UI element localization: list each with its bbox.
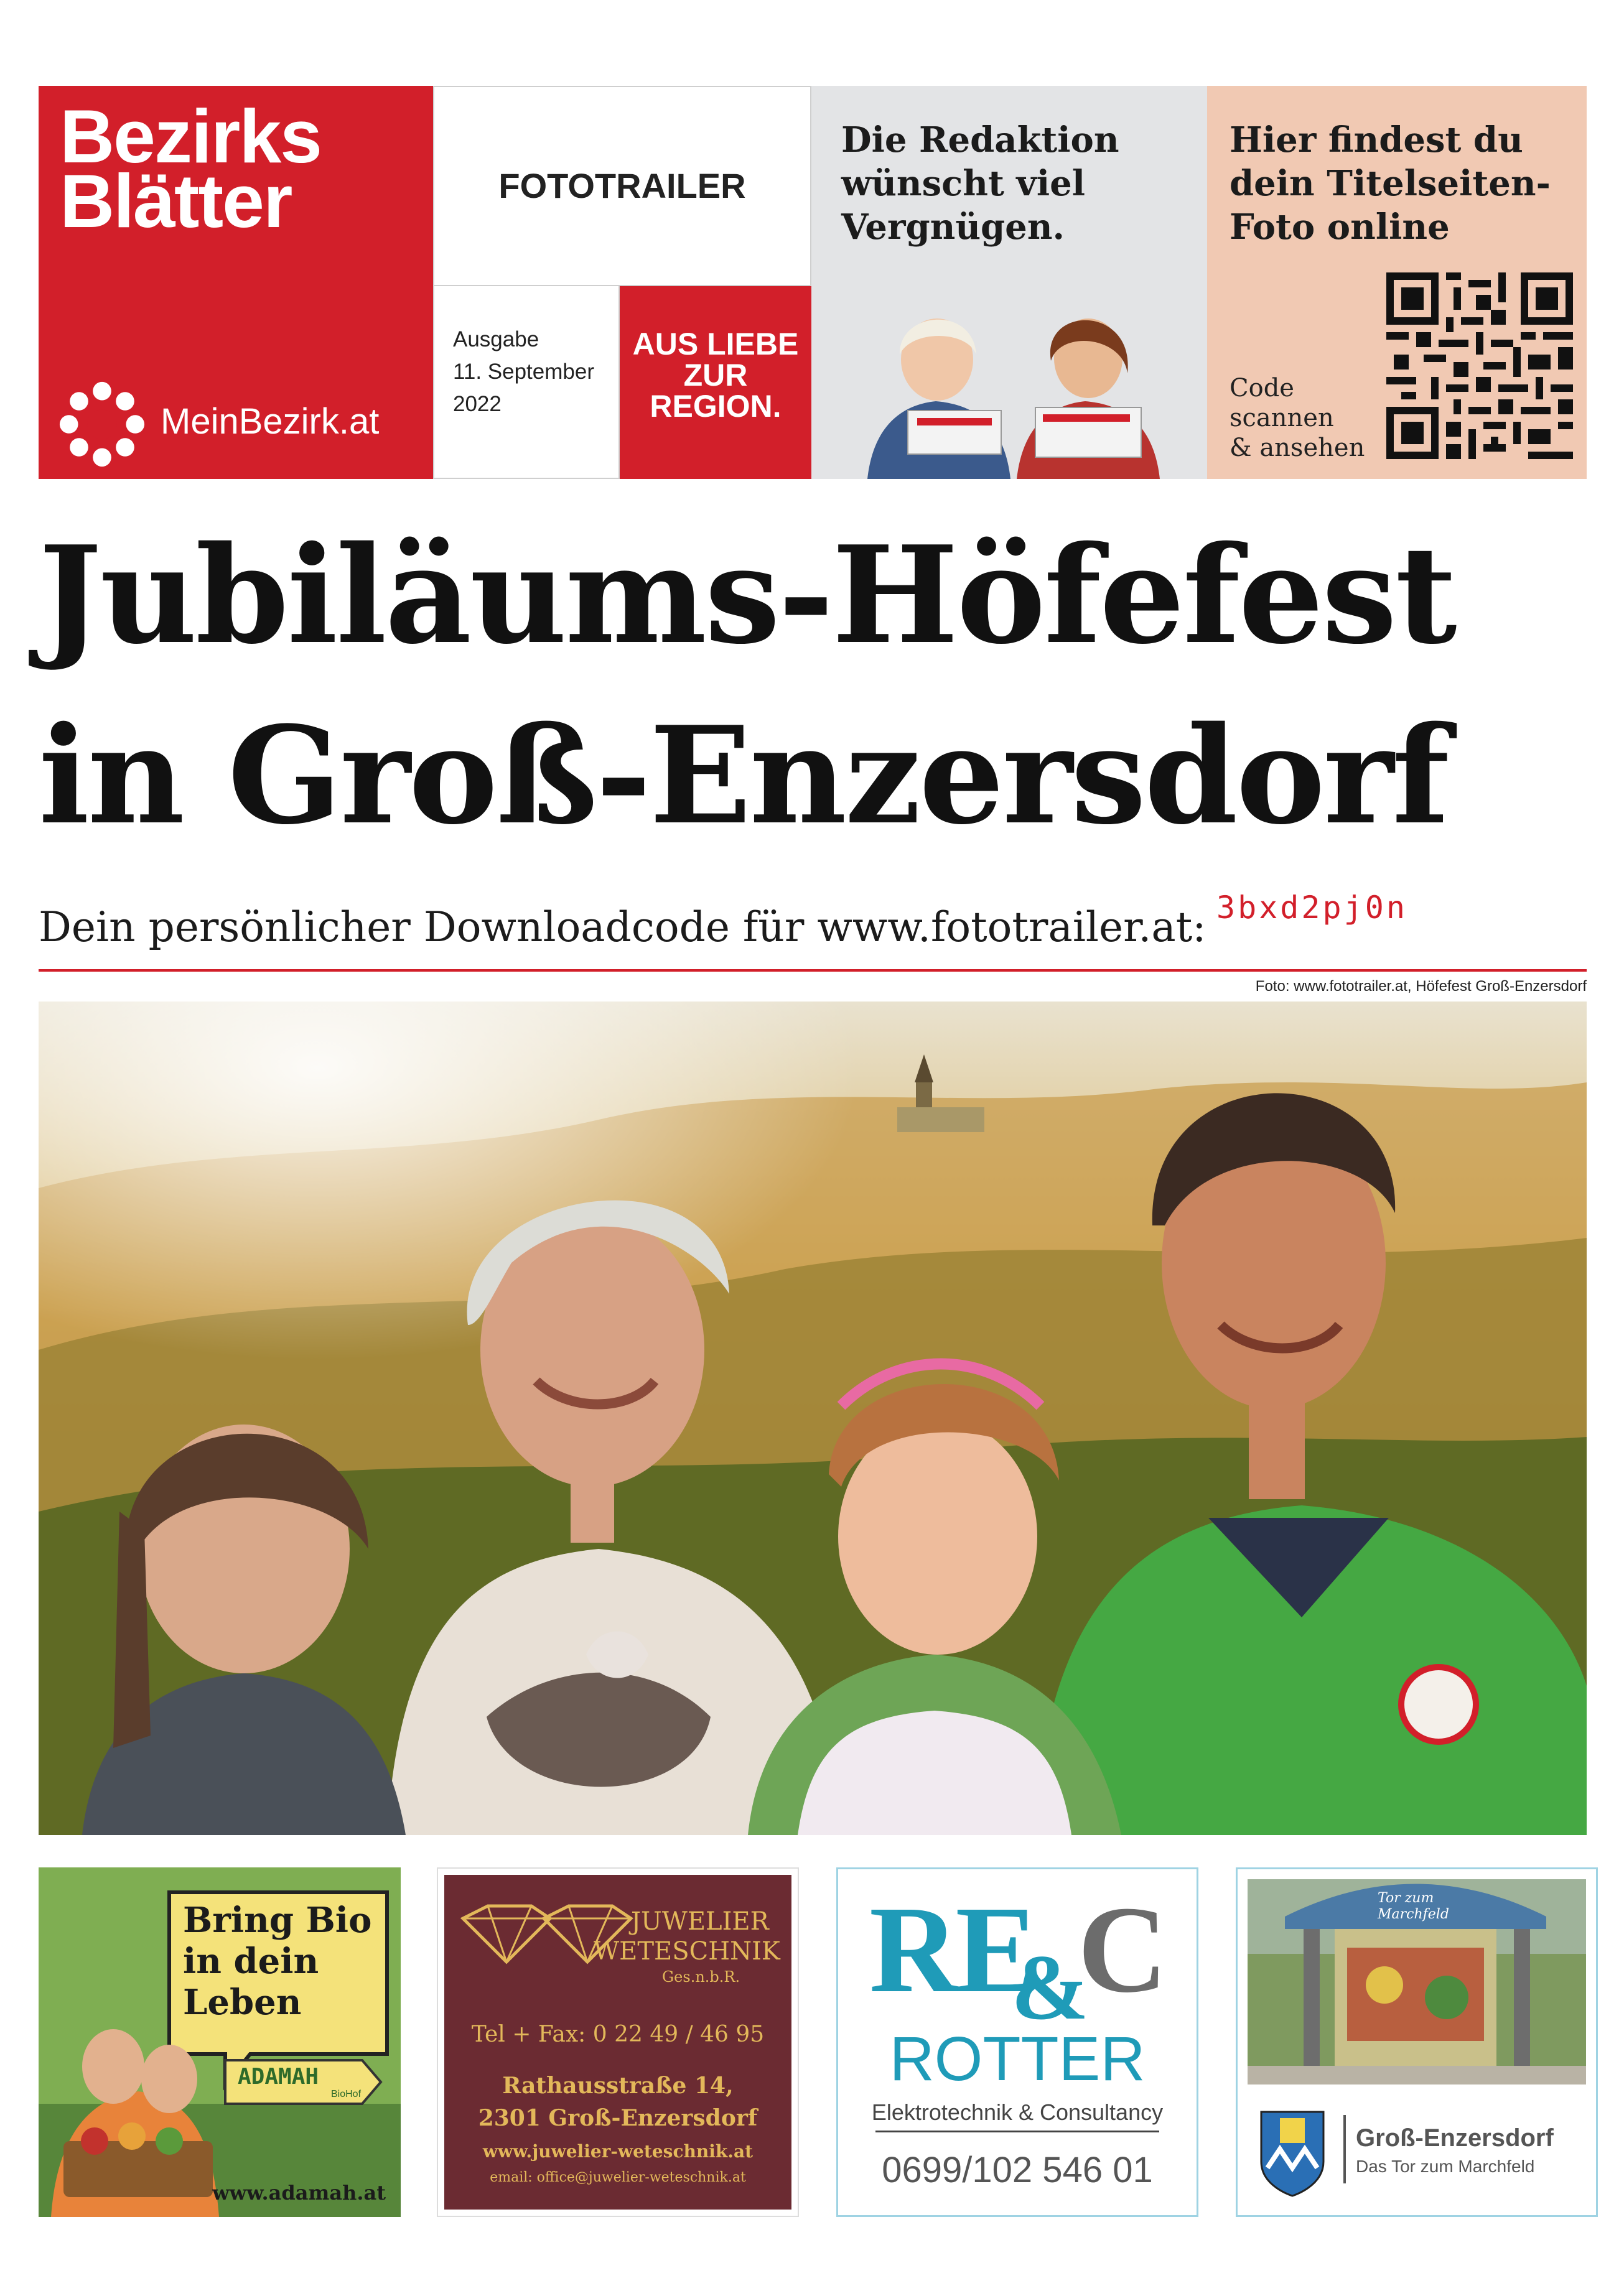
ad-adamah-brand: ADAMAH [238,2064,319,2089]
ad-juwelier-legal: Ges.n.b.R. [662,1968,740,1986]
scan-line2: scannen [1230,404,1334,432]
main-photo [39,1002,1587,1835]
red-divider [39,969,1587,972]
headline-line2: in Groß-Enzersdorf [39,697,1448,854]
online-line2: dein Titelseiten- [1230,163,1551,204]
download-code[interactable]: 3bxd2pj0n [1216,890,1407,926]
ad-adamah-url[interactable]: www.adamah.at [212,2181,386,2205]
online-line3: Foto online [1230,207,1450,248]
scan-line1: Code [1230,374,1294,402]
slogan-line1: AUS LIEBE [632,327,799,361]
ad-enzersdorf-sign2: Marchfeld [1378,1907,1449,1922]
redaktion-line2: wünscht viel [841,163,1086,204]
ad-juwelier-phone[interactable]: Tel + Fax: 0 22 49 / 46 95 [471,2022,765,2047]
ad-rotter-name: ROTTER [889,2024,1146,2094]
redaktion-line1: Die Redaktion [841,119,1119,160]
issue-box [433,286,620,479]
ad-rotter-divider [875,2131,1159,2132]
ad-juwelier-panel [444,1875,791,2210]
coat-of-arms-icon [1255,2106,1330,2199]
ad-juwelier-city: 2301 Groß-Enzersdorf [478,2105,758,2131]
brand-name-line1: Bezirks [60,94,322,179]
online-line1: Hier findest du [1230,119,1523,160]
ad-rotter[interactable] [836,1867,1198,2217]
ad-adamah-headline2: in dein [183,1941,319,1982]
slogan-line2: ZUR [683,358,748,393]
ad-rotter-logo-re: RE [869,1881,1035,2019]
ad-adamah-headline1: Bring Bio [183,1900,372,1941]
ad-adamah-sub: BioHof [331,2089,362,2099]
ad-juwelier-email[interactable]: email: office@juwelier-weteschnik.at [490,2170,746,2185]
issue-year: 2022 [453,392,502,416]
ad-juwelier-name1: JUWELIER [631,1907,769,1936]
ad-rotter-logo-amp: & [1011,1936,1089,2039]
ad-enzersdorf-tagline: Das Tor zum Marchfeld [1356,2157,1535,2176]
ad-enzersdorf-town: Groß-Enzersdorf [1356,2124,1554,2152]
download-label: Dein persönlicher Downloadcode für www.fototrailer.at: [39,903,1206,951]
ad-juwelier-street: Rathausstraße 14, [502,2073,734,2099]
brand-name-line2: Blätter [60,159,292,243]
slogan-box [620,286,811,479]
slogan-line3: REGION. [650,389,782,424]
ad-juwelier[interactable] [437,1867,799,2217]
section-label: FOTOTRAILER [498,166,746,205]
brand-block [39,86,433,479]
ad-adamah[interactable] [39,1867,401,2217]
ad-juwelier-name2: WETESCHNIK [594,1937,780,1966]
editors-photo [849,286,1172,479]
ad-enzersdorf-sign1: Tor zum [1378,1890,1434,1906]
scan-line3: & ansehen [1230,434,1365,462]
ad-rotter-logo-c: C [1078,1881,1168,2019]
issue-label: Ausgabe [453,327,539,351]
online-photo-box [1207,86,1587,479]
issue-date: 11. September [453,360,594,384]
ad-adamah-headline3: Leben [183,1982,302,2023]
photo-credit: Foto: www.fototrailer.at, Höfefest Groß-Enzersdorf [1255,978,1587,995]
ad-enzersdorf[interactable] [1236,1867,1598,2217]
ad-rotter-phone[interactable]: 0699/102 546 01 [882,2150,1153,2190]
site-name[interactable]: MeinBezirk.at [161,401,380,442]
headline-line1: Jubiläums-Höfefest [39,516,1455,674]
meinbezirk-logo-icon [56,378,148,470]
redaktion-line3: Vergnügen. [841,207,1065,248]
redaktion-box [811,86,1207,479]
ad-rotter-tagline: Elektrotechnik & Consultancy [871,2099,1164,2125]
section-label-box [433,86,811,286]
qr-code[interactable] [1386,272,1573,459]
ad-juwelier-web[interactable]: www.juwelier-weteschnik.at [482,2141,754,2162]
ad-enzersdorf-divider [1343,2115,1346,2183]
